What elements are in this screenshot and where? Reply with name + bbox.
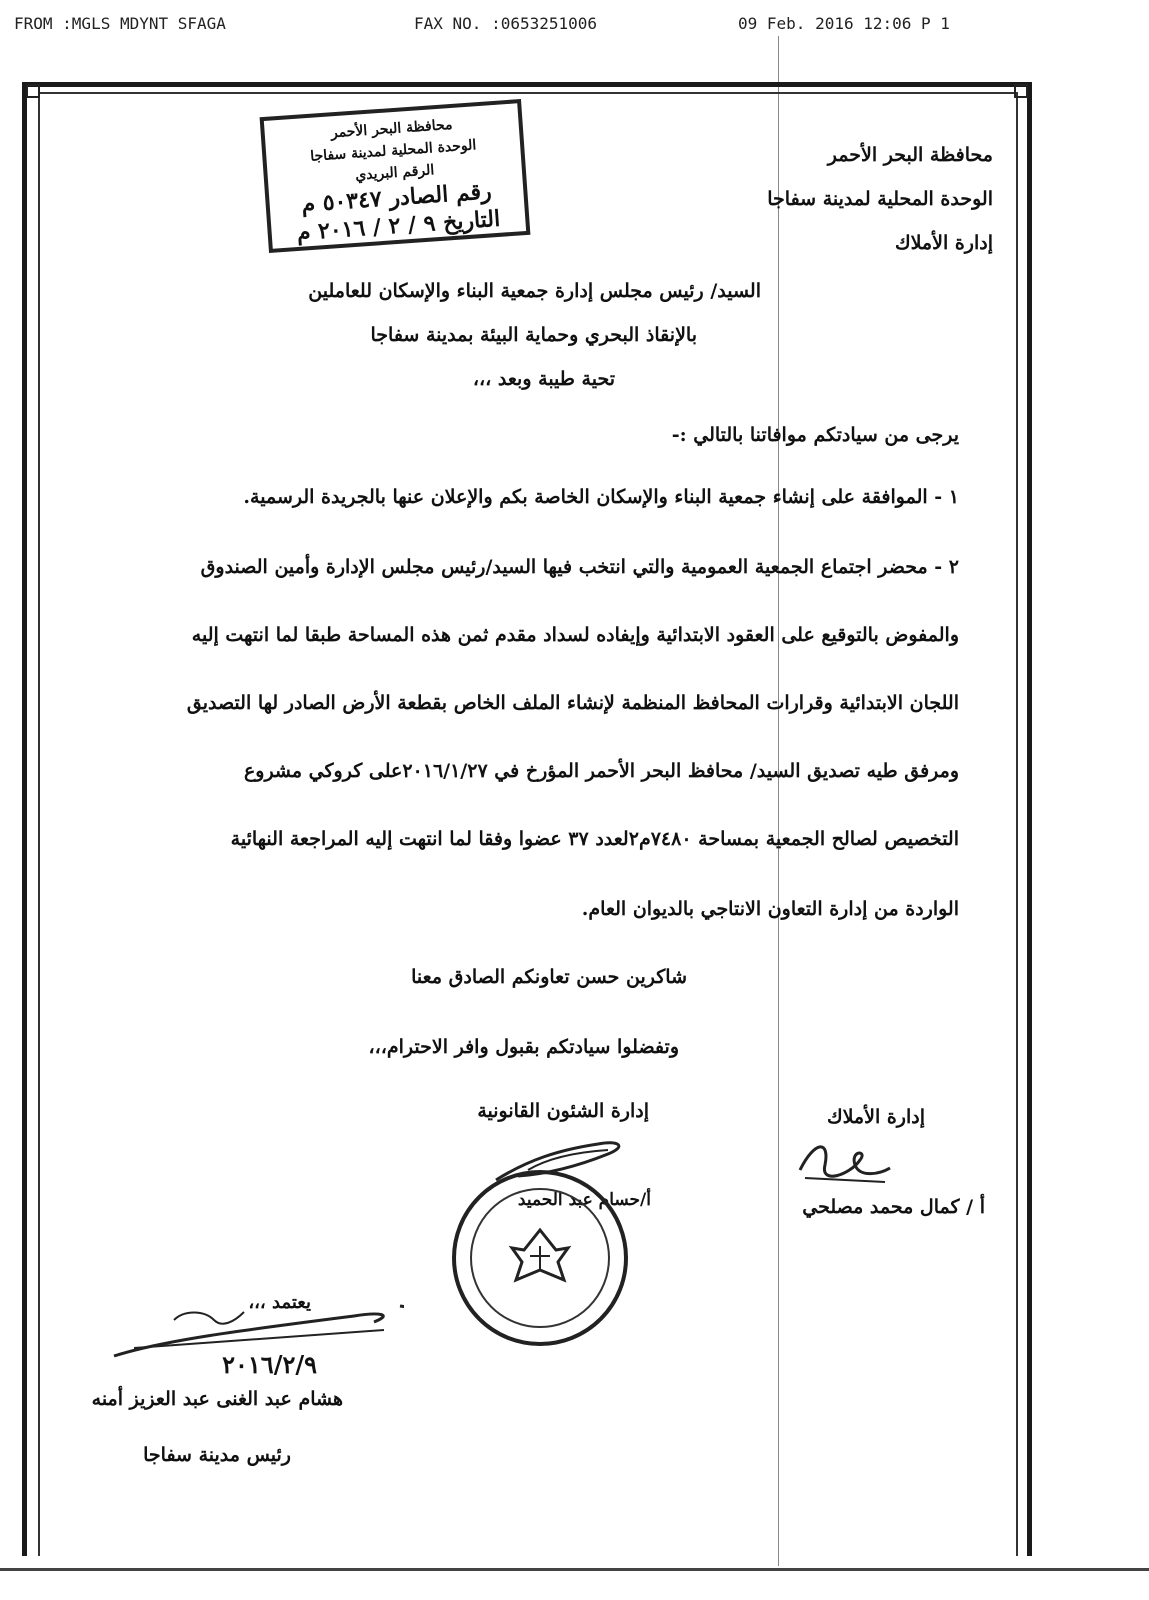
letterhead-governorate: محافظة البحر الأحمر	[827, 144, 993, 166]
body-item-1: ١ - الموافقة على إنشاء جمعية البناء والإسكان الخاصة بكم والإعلان عنها بالجريدة الرسمية.	[243, 486, 959, 508]
round-seal	[452, 1170, 628, 1346]
mayor-title: رئيس مدينة سفاجا	[143, 1444, 291, 1466]
fax-number: FAX NO. :0653251006	[414, 14, 598, 33]
fax-date-page: 09 Feb. 2016 12:06 P 1	[738, 14, 950, 33]
eagle-emblem-icon	[504, 1226, 576, 1288]
legal-officer-name: أ/حسام عبد الحميد	[517, 1190, 651, 1210]
stamp-local-unit: الوحدة المحلية لمدينة سفاجا	[309, 137, 477, 165]
body-item-2-line-1: ٢ - محضر اجتماع الجمعية العمومية والتي انتخب فيها السيد/رئيس مجلس الإدارة وأمين الصندوق	[200, 556, 959, 578]
property-officer-name: أ / كمال محمد مصلحي	[802, 1196, 985, 1218]
greeting: تحية طيبة وبعد ،،،	[472, 368, 615, 390]
fax-header	[14, 14, 1139, 36]
stamp-postal: الرقم البريدي	[354, 162, 435, 184]
property-dept-label: إدارة الأملاك	[826, 1106, 925, 1128]
approval-date: ٢٠١٦/٢/٩	[222, 1350, 317, 1379]
body-item-2-line-2: والمفوض بالتوقيع على العقود الابتدائية وإيفاده لسداد مقدم ثمن هذه المساحة طبقا لما انتهت إليه	[191, 624, 959, 646]
stamp-outgoing-number: رقم الصادر ٥٠٣٤٧ م	[300, 178, 493, 218]
frame-corner-top-right	[1014, 84, 1028, 98]
closing-thanks: شاكرين حسن تعاونكم الصادق معنا	[411, 966, 687, 988]
addressee-line-1: السيد/ رئيس مجلس إدارة جمعية البناء والإسكان للعاملين	[308, 280, 761, 302]
body-intro: يرجى من سيادتكم موافاتنا بالتالي :-	[671, 424, 959, 446]
addressee-line-2: بالإنقاذ البحري وحماية البيئة بمدينة سفاجا	[370, 324, 697, 346]
letterhead-local-unit: الوحدة المحلية لمدينة سفاجا	[767, 188, 993, 210]
property-signature	[790, 1130, 900, 1190]
body-item-2-line-3: اللجان الابتدائية وقرارات المحافظ المنظمة لإنشاء الملف الخاص بقطعة الأرض الصادر لها التصديق	[186, 692, 959, 714]
body-item-2-line-6: الواردة من إدارة التعاون الانتاجي بالديوان العام.	[581, 898, 959, 920]
approval-label: يعتمد ،،،	[248, 1292, 311, 1313]
letterhead-department: إدارة الأملاك	[894, 232, 993, 254]
stamp-date: التاريخ ٩ / ٢ / ٢٠١٦ م	[295, 205, 501, 246]
frame-corner-top-left	[26, 84, 40, 98]
legal-dept-label: إدارة الشئون القانونية	[477, 1100, 649, 1122]
mayor-name: هشام عبد الغنى عبد العزيز أمنه	[91, 1388, 343, 1410]
body-item-2-line-4: ومرفق طيه تصديق السيد/ محافظ البحر الأحمر المؤرخ في ٢٠١٦/١/٢٧على كروكي مشروع	[243, 760, 959, 782]
scan-edge	[0, 1568, 1149, 1571]
closing-regards: وتفضلوا سيادتكم بقبول وافر الاحترام،،،	[368, 1036, 679, 1058]
stamp-governorate: محافظة البحر الأحمر	[330, 116, 453, 142]
official-stamp	[260, 99, 531, 253]
body-item-2-line-5: التخصيص لصالح الجمعية بمساحة ٧٤٨٠م٢لعدد ٣٧ عضوا وفقا لما انتهت إليه المراجعة النهائية	[230, 828, 959, 850]
fax-from: FROM :MGLS MDYNT SFAGA	[14, 14, 226, 33]
